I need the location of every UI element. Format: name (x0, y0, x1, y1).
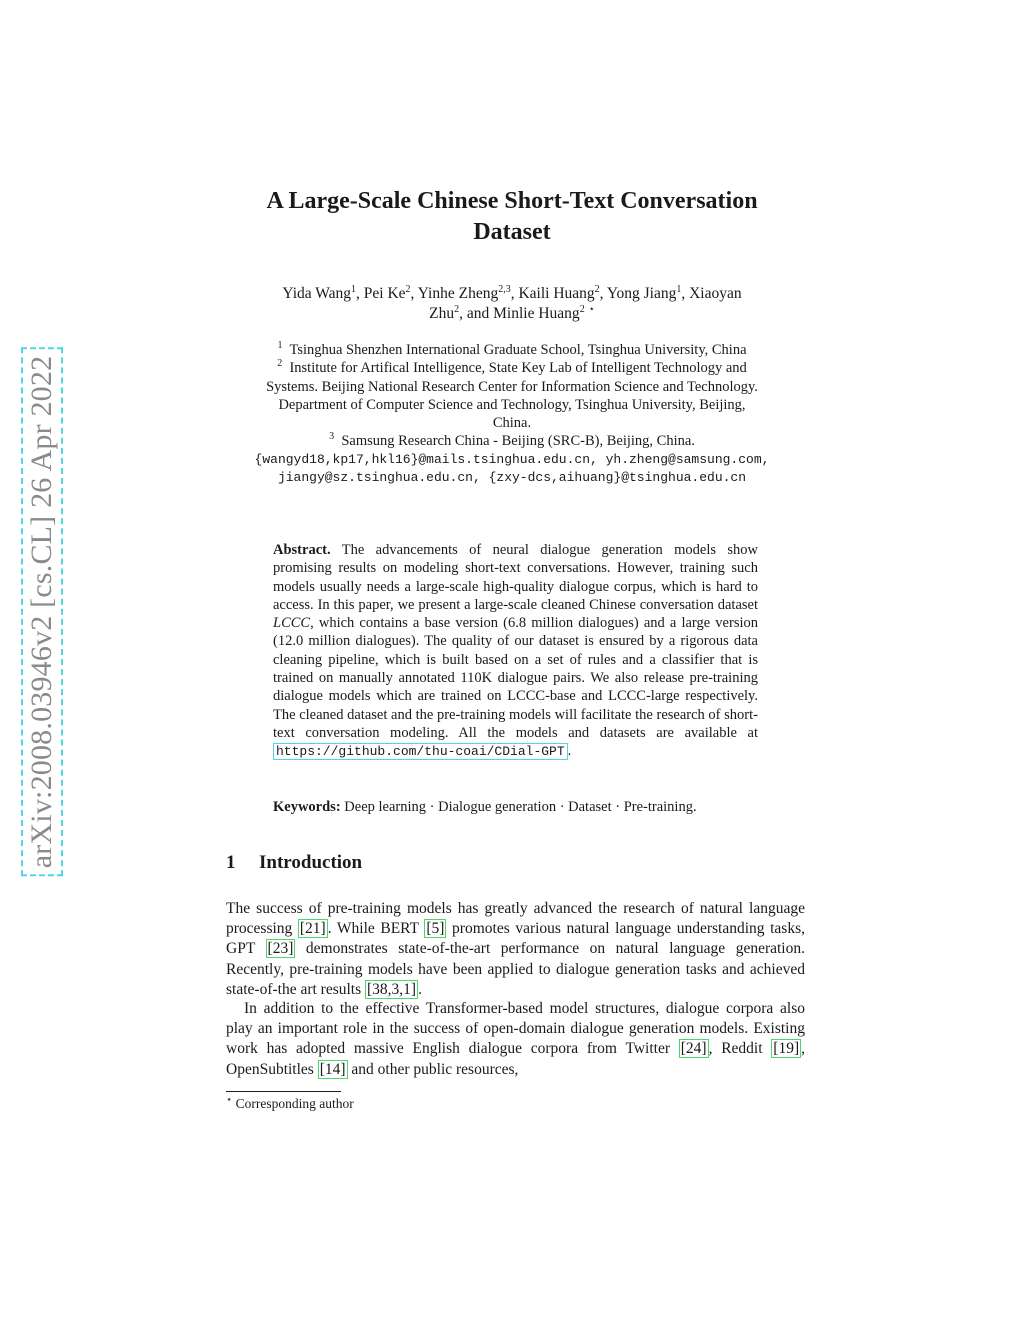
affil-text: Institute for Artifical Intelligence, State Key Lab of Intelligent Technology and (289, 360, 747, 377)
arxiv-sidebar-stamp: arXiv:2008.03946v2 [cs.CL] 26 Apr 2022 (21, 348, 63, 877)
para-text: , Reddit (708, 1040, 772, 1058)
author-name: , Xiaoyan (681, 285, 742, 302)
citation-link[interactable]: [21] (299, 920, 326, 938)
author-affil-sup: 2 (454, 303, 460, 315)
intro-paragraph-2 (226, 999, 805, 1080)
keywords (273, 798, 758, 816)
affiliation-2-line2: Systems. Beijing National Research Center for Information Science and Technology. (266, 378, 758, 395)
para-text: , OpenSubtitles (226, 1040, 805, 1078)
email-line-1: {wangyd18,kp17,hkl16}@mails.tsinghua.edu.cn, yh.zheng@samsung.com, (254, 451, 770, 467)
affil-sup: 3 (329, 431, 335, 443)
para-text: . While BERT (327, 920, 425, 938)
abstract-text: The advancements of neural dialogue generation models show promising results on modeling short-text conversations. However, training such models usually needs a large-scale high-quality dialogue corpus, which is hard to access. In this paper, we present a large-scale cleaned Chinese conversation dataset (273, 542, 758, 613)
affil-text: Tsinghua Shenzhen International Graduate School, Tsinghua University, China (289, 342, 747, 358)
abstract (273, 541, 758, 762)
author-list (0, 284, 1024, 324)
abstract-label: Abstract. (273, 542, 331, 558)
author-name: , Yong Jiang (599, 285, 677, 302)
section-heading (226, 852, 362, 874)
github-link[interactable]: https://github.com/thu-coai/CDial-GPT (273, 743, 568, 760)
author-line-1 (0, 284, 1024, 304)
author-name: Zhu (429, 305, 455, 322)
abstract-text: , which contains a base version (6.8 million dialogues) and a large version (12.0 million dialogues). The quality of our dataset is ensured by a rigorous data cleaning pipeline, which is built based on a set of rules and a classifier that is trained on manually annotated 110K dialogue pairs. We also release pre-training dialogue models which are trained on LCCC-base and LCCC-large respectively. The cleaned dataset and the pre-training models will facilitate the research of short-text conversation modeling. All the models and datasets are available at (273, 615, 758, 741)
affiliation-2-line3: Department of Computer Science and Technology, Tsinghua University, Beijing, (278, 396, 746, 413)
section-title: Introduction (259, 852, 363, 873)
affil-text: Samsung Research China - Beijing (SRC-B), Beijing, China. (341, 433, 695, 450)
author-name: , Yinhe Zheng (410, 285, 499, 302)
citation-link[interactable]: [38,3,1] (367, 980, 417, 998)
section-number: 1 (226, 852, 236, 873)
citation-link[interactable]: [19] (773, 1040, 800, 1058)
citation-link[interactable]: [24] (680, 1040, 707, 1058)
footnote-text: Corresponding author (232, 1096, 354, 1111)
author-name: Yida Wang (282, 285, 352, 302)
para-text: In addition to the effective Transformer-based model structures, dialogue corpora also play an important role in the success of open-domain dialogue generation models. Existing work has adopted massive English dialogue corpora from Twitter (226, 1000, 805, 1058)
para-text: demonstrates state-of-the-art performance on natural language generation. Recently, pre-training models have been applied to dialogue generation tasks and achieved state-of-the art results (226, 940, 805, 998)
footnote (226, 1095, 354, 1113)
citation-link[interactable]: [14] (319, 1060, 346, 1078)
affiliation-block (0, 341, 1024, 487)
intro-paragraph-1 (226, 899, 805, 1000)
affiliation-2-line4: China. (492, 415, 532, 432)
author-affil-sup: 1 (351, 283, 357, 295)
author-affil-sup: 2 (594, 283, 600, 295)
para-text: The success of pre-training models has greatly advanced the research of natural language processing (226, 900, 805, 938)
email-line-2: jiangy@sz.tsinghua.edu.cn, {zxy-dcs,aihuang}@tsinghua.edu.cn (277, 470, 747, 486)
corresponding-star: ⋆ (588, 303, 595, 315)
author-name: , Pei Ke (356, 285, 406, 302)
author-affil-sup: 2 (579, 303, 585, 315)
paper-title (0, 186, 1024, 248)
affiliation-1 (0, 341, 1024, 359)
footnote-star: ⋆ (226, 1094, 233, 1106)
author-affil-sup: 2 (405, 283, 411, 295)
author-name: , and Minlie Huang (459, 305, 580, 322)
citation-link[interactable]: [23] (267, 940, 294, 958)
para-text: . (418, 980, 422, 998)
keywords-label: Keywords: (273, 799, 341, 815)
author-name: , Kaili Huang (510, 285, 595, 302)
para-text: and other public resources, (347, 1060, 519, 1078)
affil-sup: 2 (277, 358, 283, 370)
affiliation-3 (0, 432, 1024, 450)
footnote-rule (226, 1091, 341, 1092)
abstract-end: . (567, 743, 572, 760)
paper-title-line1: A Large-Scale Chinese Short-Text Conversation (266, 188, 758, 214)
author-line-2 (0, 304, 1024, 324)
dataset-name: LCCC (273, 615, 311, 632)
para-text: promotes various natural language understanding tasks, GPT (226, 920, 805, 958)
affil-sup: 1 (277, 340, 283, 352)
affiliation-2-line1 (0, 359, 1024, 377)
author-affil-sup: 2,3 (498, 283, 511, 295)
citation-link[interactable]: [5] (426, 920, 445, 938)
paper-title-line2: Dataset (473, 219, 551, 245)
author-affil-sup: 1 (676, 283, 682, 295)
keywords-text: Deep learning · Dialogue generation · Dataset · Pre-training. (340, 799, 697, 815)
